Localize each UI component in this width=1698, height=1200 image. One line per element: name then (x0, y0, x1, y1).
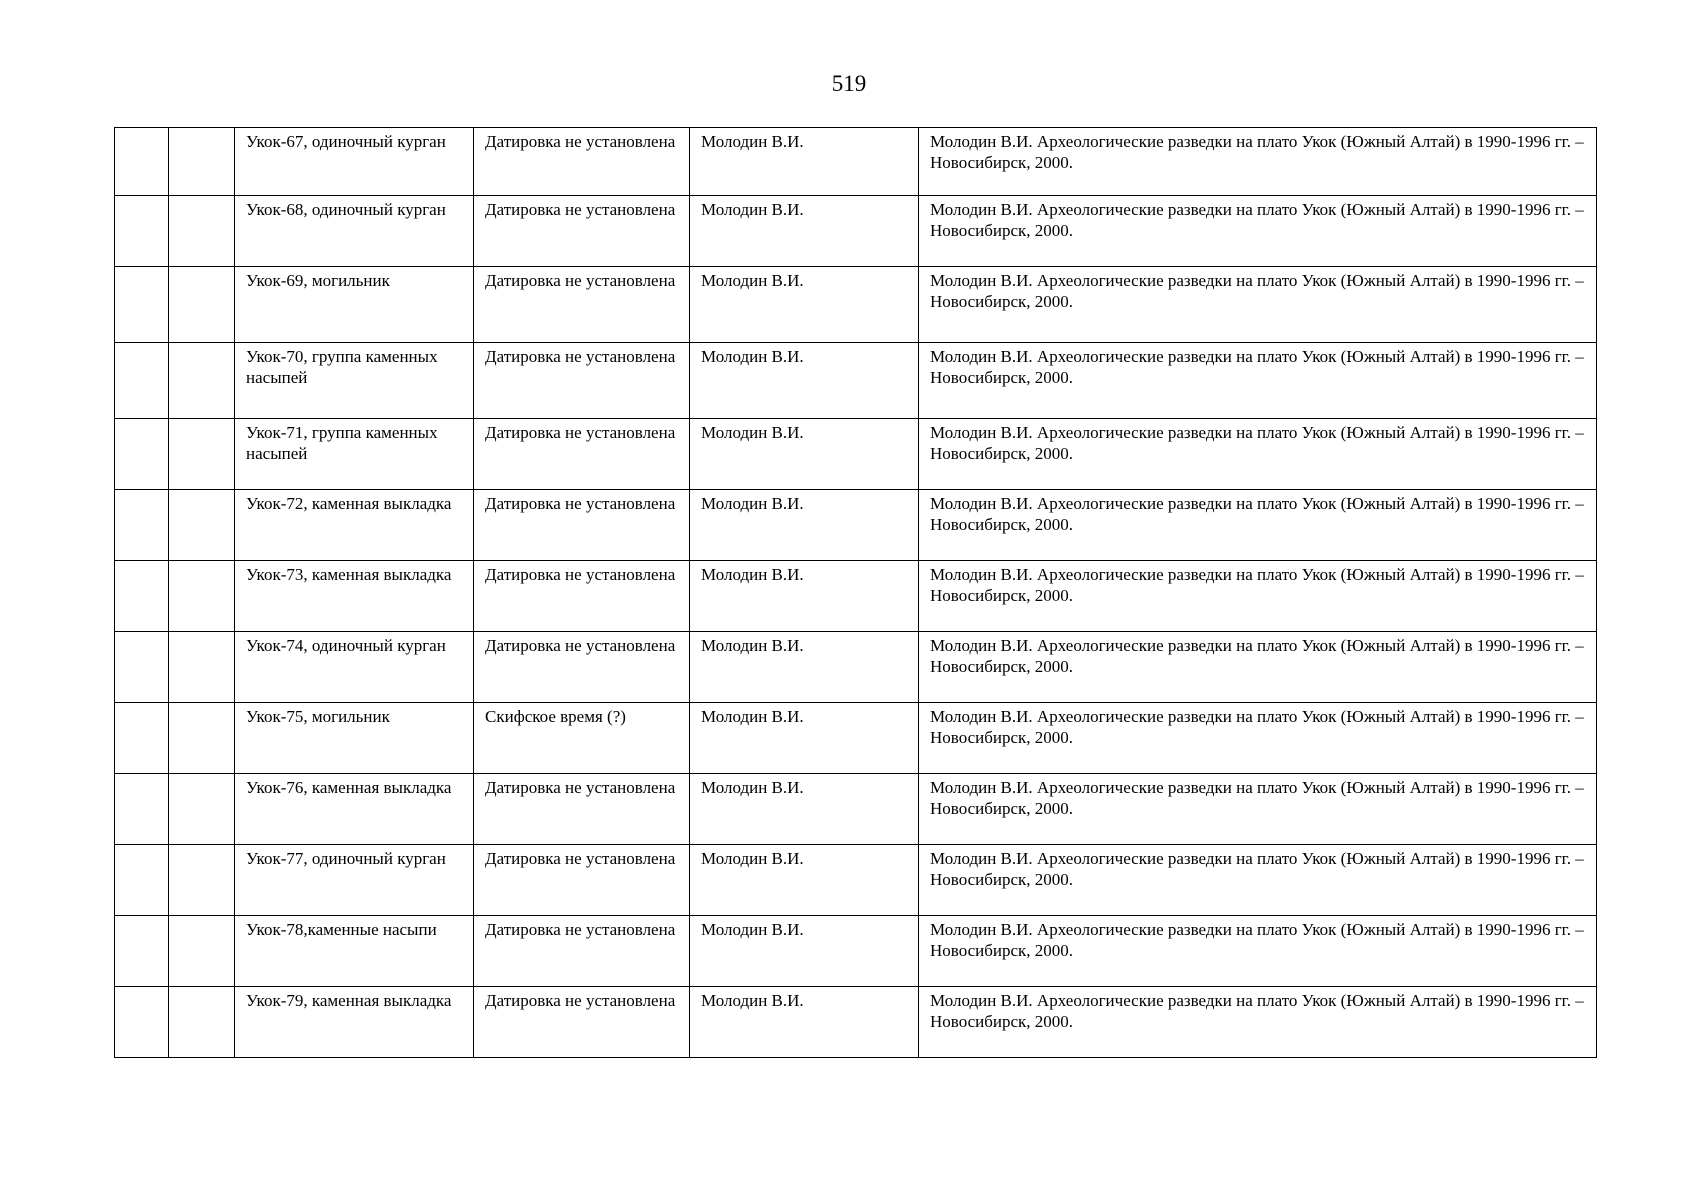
cell-source: Молодин В.И. Археологические разведки на плато Укок (Южный Алтай) в 1990-1996 гг. – Новосибирск, 2000. (919, 774, 1597, 845)
cell-number (115, 845, 169, 916)
cell-number (115, 343, 169, 419)
cell-author: Молодин В.И. (690, 196, 919, 267)
cell-id (169, 703, 235, 774)
cell-site-name: Укок-77, одиночный курган (235, 845, 474, 916)
cell-number (115, 916, 169, 987)
cell-source: Молодин В.И. Археологические разведки на плато Укок (Южный Алтай) в 1990-1996 гг. – Новосибирск, 2000. (919, 703, 1597, 774)
table-row (115, 916, 1597, 987)
table-row (115, 267, 1597, 343)
cell-author: Молодин В.И. (690, 845, 919, 916)
cell-source: Молодин В.И. Археологические разведки на плато Укок (Южный Алтай) в 1990-1996 гг. – Новосибирск, 2000. (919, 916, 1597, 987)
cell-source: Молодин В.И. Археологические разведки на плато Укок (Южный Алтай) в 1990-1996 гг. – Новосибирск, 2000. (919, 632, 1597, 703)
cell-number (115, 774, 169, 845)
cell-dating: Датировка не установлена (474, 632, 690, 703)
cell-number (115, 561, 169, 632)
cell-author: Молодин В.И. (690, 916, 919, 987)
cell-site-name: Укок-76, каменная выкладка (235, 774, 474, 845)
cell-source: Молодин В.И. Археологические разведки на плато Укок (Южный Алтай) в 1990-1996 гг. – Новосибирск, 2000. (919, 196, 1597, 267)
table-row (115, 196, 1597, 267)
cell-source: Молодин В.И. Археологические разведки на плато Укок (Южный Алтай) в 1990-1996 гг. – Новосибирск, 2000. (919, 267, 1597, 343)
cell-id (169, 632, 235, 703)
cell-dating: Скифское время (?) (474, 703, 690, 774)
cell-source: Молодин В.И. Археологические разведки на плато Укок (Южный Алтай) в 1990-1996 гг. – Новосибирск, 2000. (919, 490, 1597, 561)
cell-id (169, 419, 235, 490)
cell-number (115, 128, 169, 196)
cell-source: Молодин В.И. Археологические разведки на плато Укок (Южный Алтай) в 1990-1996 гг. – Новосибирск, 2000. (919, 343, 1597, 419)
cell-id (169, 196, 235, 267)
cell-id (169, 916, 235, 987)
cell-id (169, 774, 235, 845)
cell-source: Молодин В.И. Археологические разведки на плато Укок (Южный Алтай) в 1990-1996 гг. – Новосибирск, 2000. (919, 561, 1597, 632)
table-row (115, 419, 1597, 490)
cell-dating: Датировка не установлена (474, 490, 690, 561)
cell-site-name: Укок-71, группа каменных насыпей (235, 419, 474, 490)
cell-number (115, 196, 169, 267)
cell-number (115, 987, 169, 1058)
cell-number (115, 490, 169, 561)
page-number: 519 (831, 71, 867, 96)
cell-author: Молодин В.И. (690, 343, 919, 419)
cell-author: Молодин В.И. (690, 632, 919, 703)
table-row (115, 128, 1597, 196)
cell-dating: Датировка не установлена (474, 419, 690, 490)
cell-author: Молодин В.И. (690, 774, 919, 845)
table-row (115, 632, 1597, 703)
table-row (115, 561, 1597, 632)
table-row (115, 774, 1597, 845)
cell-number (115, 632, 169, 703)
cell-site-name: Укок-69, могильник (235, 267, 474, 343)
cell-author: Молодин В.И. (690, 419, 919, 490)
cell-dating: Датировка не установлена (474, 128, 690, 196)
cell-site-name: Укок-78,каменные насыпи (235, 916, 474, 987)
cell-author: Молодин В.И. (690, 703, 919, 774)
cell-number (115, 703, 169, 774)
cell-site-name: Укок-67, одиночный курган (235, 128, 474, 196)
cell-author: Молодин В.И. (690, 561, 919, 632)
cell-dating: Датировка не установлена (474, 845, 690, 916)
cell-source: Молодин В.И. Археологические разведки на плато Укок (Южный Алтай) в 1990-1996 гг. – Новосибирск, 2000. (919, 845, 1597, 916)
cell-author: Молодин В.И. (690, 128, 919, 196)
table-row (115, 490, 1597, 561)
cell-site-name: Укок-70, группа каменных насыпей (235, 343, 474, 419)
cell-site-name: Укок-79, каменная выкладка (235, 987, 474, 1058)
cell-site-name: Укок-68, одиночный курган (235, 196, 474, 267)
cell-author: Молодин В.И. (690, 267, 919, 343)
cell-id (169, 128, 235, 196)
cell-source: Молодин В.И. Археологические разведки на плато Укок (Южный Алтай) в 1990-1996 гг. – Новосибирск, 2000. (919, 987, 1597, 1058)
cell-author: Молодин В.И. (690, 987, 919, 1058)
cell-id (169, 561, 235, 632)
table-row (115, 703, 1597, 774)
cell-id (169, 267, 235, 343)
cell-id (169, 490, 235, 561)
cell-author: Молодин В.И. (690, 490, 919, 561)
cell-dating: Датировка не установлена (474, 267, 690, 343)
cell-site-name: Укок-73, каменная выкладка (235, 561, 474, 632)
cell-id (169, 987, 235, 1058)
cell-dating: Датировка не установлена (474, 774, 690, 845)
cell-site-name: Укок-72, каменная выкладка (235, 490, 474, 561)
cell-dating: Датировка не установлена (474, 196, 690, 267)
cell-dating: Датировка не установлена (474, 987, 690, 1058)
cell-dating: Датировка не установлена (474, 343, 690, 419)
cell-id (169, 845, 235, 916)
cell-dating: Датировка не установлена (474, 561, 690, 632)
table-row (115, 845, 1597, 916)
monuments-table-body (115, 128, 1597, 1058)
cell-site-name: Укок-75, могильник (235, 703, 474, 774)
cell-site-name: Укок-74, одиночный курган (235, 632, 474, 703)
cell-number (115, 267, 169, 343)
cell-source: Молодин В.И. Археологические разведки на плато Укок (Южный Алтай) в 1990-1996 гг. – Новосибирск, 2000. (919, 128, 1597, 196)
cell-source: Молодин В.И. Археологические разведки на плато Укок (Южный Алтай) в 1990-1996 гг. – Новосибирск, 2000. (919, 419, 1597, 490)
table-row (115, 343, 1597, 419)
cell-number (115, 419, 169, 490)
table-row (115, 987, 1597, 1058)
monuments-table (114, 127, 1597, 1058)
cell-dating: Датировка не установлена (474, 916, 690, 987)
cell-id (169, 343, 235, 419)
